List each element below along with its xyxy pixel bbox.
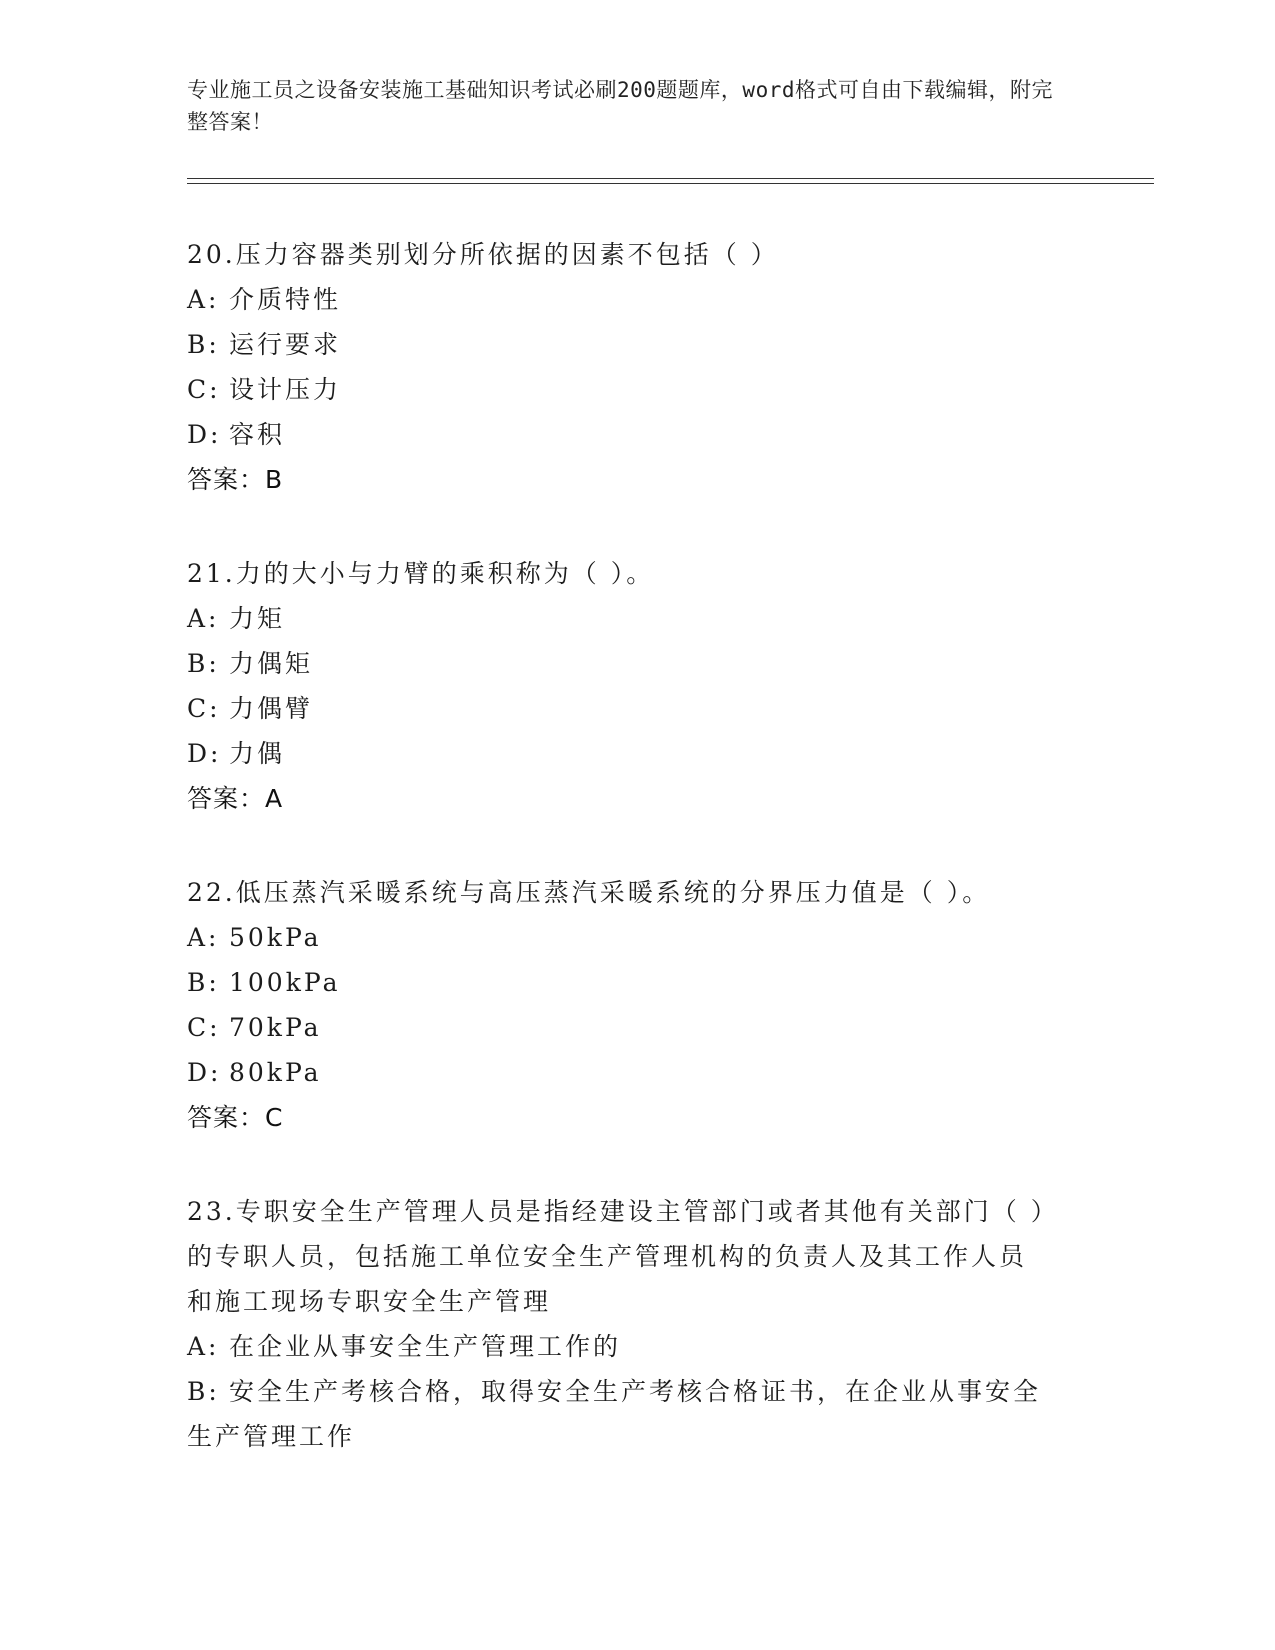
- option-text: 运行要求: [229, 330, 342, 359]
- option-text: 设计压力: [229, 375, 342, 404]
- option-letter: A:: [187, 1332, 220, 1361]
- option-letter: C:: [187, 694, 221, 723]
- question-stem: 23.专职安全生产管理人员是指经建设主管部门或者其他有关部门（ ）的专职人员，包括施工单位安全生产管理机构的负责人及其工作人员和施工现场专职安全生产管理: [187, 1197, 1047, 1316]
- question-21: [187, 551, 1087, 821]
- option-a: [187, 277, 1087, 322]
- question-stem: 20.压力容器类别划分所依据的因素不包括（ ）: [187, 240, 779, 269]
- option-b: [187, 1369, 1067, 1459]
- question-20: [187, 232, 1087, 502]
- option-a: [187, 915, 1087, 960]
- option-letter: A:: [187, 604, 220, 633]
- question-stem: 22.低压蒸汽采暖系统与高压蒸汽采暖系统的分界压力值是（ ）。: [187, 878, 991, 907]
- option-text: 50kPa: [229, 923, 322, 952]
- option-a: [187, 1324, 1067, 1369]
- option-text: 安全生产考核合格，取得安全生产考核合格证书，在企业从事安全生产管理工作: [187, 1377, 1042, 1451]
- option-text: 介质特性: [229, 285, 342, 314]
- option-text: 在企业从事安全生产管理工作的: [229, 1332, 622, 1361]
- header-divider-bottom: [187, 183, 1154, 184]
- option-b: [187, 960, 1087, 1005]
- option-text: 70kPa: [229, 1013, 322, 1042]
- option-d: [187, 731, 1087, 776]
- question-23: [187, 1189, 1067, 1459]
- option-b: [187, 322, 1087, 367]
- option-d: [187, 1050, 1087, 1095]
- option-c: [187, 367, 1087, 412]
- option-c: [187, 1005, 1087, 1050]
- question-stem: 21.力的大小与力臂的乘积称为（ ）。: [187, 559, 655, 588]
- option-text: 容积: [229, 420, 286, 449]
- option-letter: D:: [187, 420, 222, 449]
- answer: 答案：A: [187, 784, 284, 813]
- option-letter: B:: [187, 1377, 220, 1406]
- option-text: 100kPa: [229, 968, 341, 997]
- option-a: [187, 596, 1087, 641]
- option-text: 力偶: [229, 739, 286, 768]
- option-letter: A:: [187, 285, 220, 314]
- option-letter: C:: [187, 375, 221, 404]
- option-text: 力偶臂: [229, 694, 314, 723]
- answer: 答案：B: [187, 465, 284, 494]
- option-letter: A:: [187, 923, 220, 952]
- option-letter: D:: [187, 1058, 222, 1087]
- option-letter: B:: [187, 968, 220, 997]
- option-letter: D:: [187, 739, 222, 768]
- option-b: [187, 641, 1087, 686]
- option-d: [187, 412, 1087, 457]
- option-text: 力偶矩: [229, 649, 314, 678]
- option-text: 80kPa: [229, 1058, 322, 1087]
- option-c: [187, 686, 1087, 731]
- option-letter: B:: [187, 330, 220, 359]
- option-letter: C:: [187, 1013, 221, 1042]
- option-letter: B:: [187, 649, 220, 678]
- option-text: 力矩: [229, 604, 286, 633]
- answer: 答案：C: [187, 1103, 284, 1132]
- question-22: [187, 870, 1087, 1140]
- header-divider-top: [187, 178, 1154, 179]
- document-header: 专业施工员之设备安装施工基础知识考试必刷200题题库，word格式可自由下载编辑，附完整答案！: [187, 78, 1053, 134]
